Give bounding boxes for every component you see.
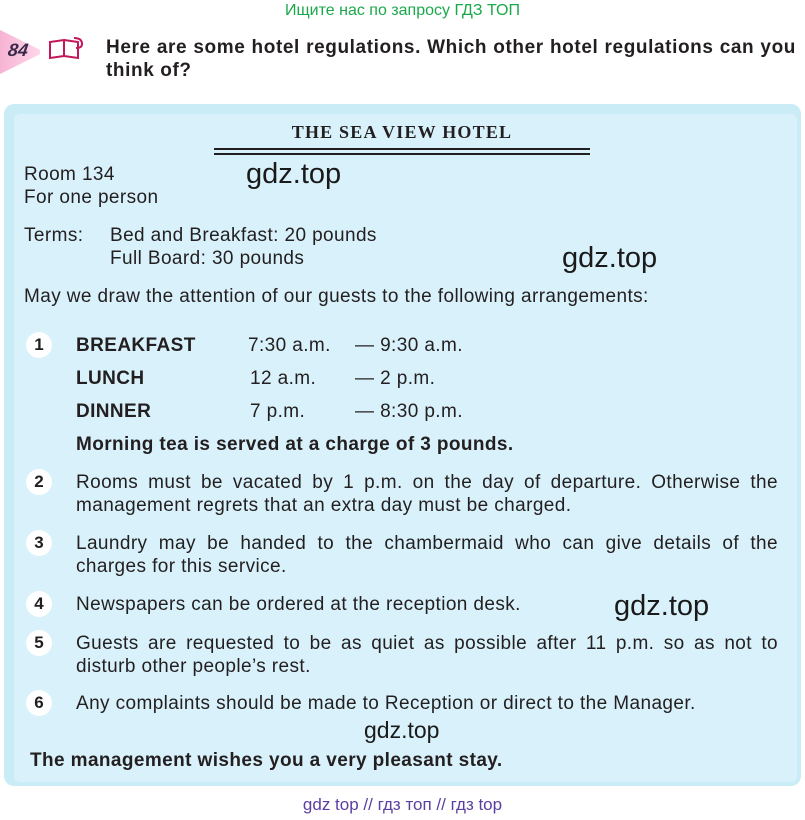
rule-text: Rooms must be vacated by 1 p.m. on the day of departure. Otherwise the management regrets that an extra day must be charged. xyxy=(76,472,778,516)
hotel-title: THE SEA VIEW HOTEL xyxy=(291,122,513,142)
title-underline xyxy=(214,148,590,150)
title-underline-double xyxy=(214,153,590,155)
watermark: gdz.top xyxy=(246,158,342,190)
meal-name: BREAKFAST xyxy=(76,335,196,356)
rule-number-badge: 3 xyxy=(26,530,52,556)
meal-start: 7:30 a.m. xyxy=(248,335,331,356)
meal-start: 7 p.m. xyxy=(250,401,306,422)
meal-name: LUNCH xyxy=(76,368,145,389)
bottom-links[interactable]: gdz top // гдз топ // гдз top xyxy=(302,795,503,814)
closing-note: The management wishes you a very pleasant stay. xyxy=(30,750,503,771)
meal-end: — 9:30 a.m. xyxy=(355,335,463,356)
watermark: gdz.top xyxy=(364,717,440,743)
rule-text: Newspapers can be ordered at the reception desk. xyxy=(76,594,521,615)
terms-full-board: Full Board: 30 pounds xyxy=(110,248,305,269)
terms-label: Terms: xyxy=(24,225,84,246)
terms-bed-breakfast: Bed and Breakfast: 20 pounds xyxy=(110,225,377,246)
rule-number-badge: 4 xyxy=(26,591,52,617)
rule-number-badge: 5 xyxy=(26,630,52,656)
rule-text: Guests are requested to be as quiet as possible after 11 p.m. so as not to disturb other people’s rest. xyxy=(76,633,778,677)
watermark: gdz.top xyxy=(614,590,710,622)
meal-end: — 8:30 p.m. xyxy=(355,401,463,422)
page-number: 84 xyxy=(6,40,30,60)
rule-text: Any complaints should be made to Reception or direct to the Manager. xyxy=(76,693,696,714)
rule-number-badge: 1 xyxy=(26,332,52,358)
book-icon xyxy=(48,36,84,60)
rule-number-badge: 6 xyxy=(26,690,52,716)
meal-end: — 2 p.m. xyxy=(355,368,436,389)
rule-number-badge: 2 xyxy=(26,469,52,495)
arrangements-intro: May we draw the attention of our guests to the following arrangements: xyxy=(24,286,649,307)
morning-tea-note: Morning tea is served at a charge of 3 pounds. xyxy=(76,434,514,455)
watermark: gdz.top xyxy=(562,242,658,274)
meal-name: DINNER xyxy=(76,401,152,422)
task-instruction: Here are some hotel regulations. Which other hotel regulations can you think of? xyxy=(106,37,796,81)
top-search-hint[interactable]: Ищите нас по запросу ГДЗ ТОП xyxy=(285,2,520,19)
meal-start: 12 a.m. xyxy=(250,368,317,389)
rule-text: Laundry may be handed to the chambermaid who can give details of the charges for this service. xyxy=(76,533,778,577)
occupancy: For one person xyxy=(24,187,159,208)
room-number: Room 134 xyxy=(24,164,115,185)
